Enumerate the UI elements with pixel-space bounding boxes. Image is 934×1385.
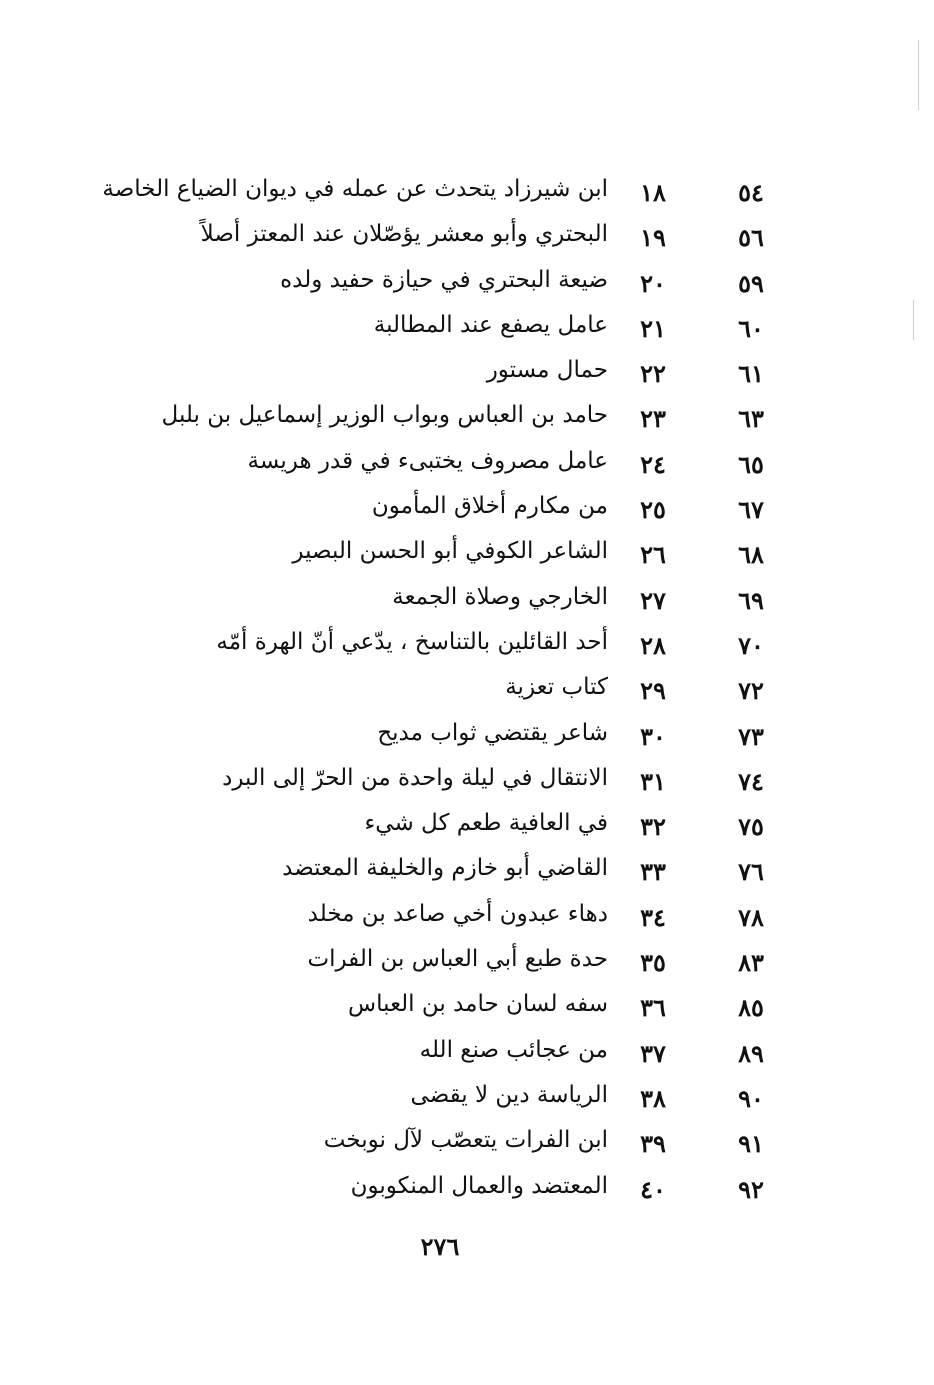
toc-item-title: الرياسة دين لا يقضى: [410, 1081, 608, 1108]
scan-speck: [913, 300, 914, 340]
toc-item-title: من عجائب صنع الله: [419, 1036, 608, 1063]
toc-item-number: ٣٢: [640, 812, 666, 842]
toc-item-number: ٣٥: [640, 948, 666, 978]
toc-page-number: ٨٥: [738, 993, 764, 1023]
toc-row: [0, 668, 934, 713]
toc-row: [0, 1121, 934, 1166]
toc-item-title: ابن شيرزاد يتحدث عن عمله في ديوان الضياع الخاصة: [102, 176, 608, 202]
toc-row: [0, 215, 934, 260]
toc-item-title: الشاعر الكوفي أبو الحسن البصير: [292, 538, 608, 565]
toc-item-number: ٣١: [640, 766, 666, 796]
toc-page-number: ٦٥: [738, 449, 764, 479]
toc-item-title: حدة طبع أبي العباس بن الفرات: [307, 946, 608, 973]
page-number: ٢٧٦: [420, 1232, 460, 1261]
toc-page-number: ٦٠: [738, 313, 764, 343]
toc-row: [0, 532, 934, 577]
toc-item-number: ٢٨: [640, 630, 666, 660]
toc-item-title: من مكارم أخلاق المأمون: [371, 493, 608, 520]
toc-item-number: ٣٨: [640, 1083, 666, 1113]
table-of-contents: [0, 170, 934, 1212]
toc-page-number: ٧٠: [738, 630, 764, 660]
toc-item-number: ٣٤: [640, 902, 666, 932]
toc-row: [0, 351, 934, 396]
toc-page-number: ٥٩: [738, 268, 764, 298]
toc-item-title: البحتري وأبو معشر يؤصّلان عند المعتز أصلاً: [200, 221, 608, 248]
toc-row: [0, 804, 934, 849]
toc-page-number: ٧٤: [738, 766, 764, 796]
toc-row: [0, 396, 934, 441]
toc-row: [0, 940, 934, 985]
toc-page-number: ٦١: [738, 359, 764, 389]
toc-page-number: ٨٩: [738, 1038, 764, 1068]
toc-item-title: في العافية طعم كل شيء: [364, 810, 608, 837]
toc-item-number: ٤٠: [640, 1174, 666, 1204]
toc-row: [0, 1031, 934, 1076]
toc-item-number: ٢٧: [640, 585, 666, 615]
toc-item-title: شاعر يقتضي ثواب مديح: [377, 719, 608, 746]
toc-item-number: ١٨: [640, 178, 666, 207]
toc-page-number: ٩١: [738, 1129, 764, 1159]
toc-item-number: ٢٦: [640, 540, 666, 570]
toc-item-number: ٢٤: [640, 449, 666, 479]
toc-page-number: ٦٧: [738, 495, 764, 525]
toc-item-number: ٣٧: [640, 1038, 666, 1068]
toc-row: [0, 170, 934, 215]
toc-item-title: القاضي أبو خازم والخليفة المعتضد: [282, 855, 608, 882]
toc-item-title: كتاب تعزية: [505, 674, 608, 701]
toc-item-title: عامل يصفع عند المطالبة: [373, 311, 608, 338]
toc-page-number: ٦٨: [738, 540, 764, 570]
toc-item-number: ٣٩: [640, 1129, 666, 1159]
toc-row: [0, 759, 934, 804]
toc-page-number: ٩٠: [738, 1083, 764, 1113]
toc-row: [0, 1076, 934, 1121]
toc-row: [0, 578, 934, 623]
toc-page-number: ٩٢: [738, 1174, 764, 1204]
toc-page-number: ٥٦: [738, 223, 764, 253]
toc-row: [0, 1167, 934, 1212]
toc-item-number: ٢٣: [640, 404, 666, 434]
toc-row: [0, 985, 934, 1030]
toc-page-number: ٧٨: [738, 902, 764, 932]
toc-item-title: ابن الفرات يتعصّب لآل نوبخت: [323, 1127, 608, 1154]
toc-page-number: ٦٩: [738, 585, 764, 615]
toc-item-title: المعتضد والعمال المنكوبون: [350, 1172, 608, 1199]
toc-row: [0, 895, 934, 940]
toc-row: [0, 487, 934, 532]
toc-item-number: ٣٠: [640, 721, 666, 751]
toc-page-number: ٨٣: [738, 948, 764, 978]
toc-row: [0, 623, 934, 668]
toc-item-title: دهاء عبدون أخي صاعد بن مخلد: [307, 900, 608, 927]
toc-item-title: حامد بن العباس وبواب الوزير إسماعيل بن بلبل: [161, 402, 608, 429]
toc-item-number: ٢١: [640, 313, 666, 343]
toc-page-number: ٦٣: [738, 404, 764, 434]
toc-item-number: ٢٥: [640, 495, 666, 525]
toc-row: [0, 714, 934, 759]
toc-item-number: ٢٠: [640, 268, 666, 298]
toc-page-number: ٧٣: [738, 721, 764, 751]
toc-page-number: ٧٢: [738, 676, 764, 706]
toc-item-title: أحد القائلين بالتناسخ ، يدّعي أنّ الهرة أمّه: [216, 628, 608, 655]
scan-speck: [918, 40, 919, 110]
toc-item-title: ضيعة البحتري في حيازة حفيد ولده: [280, 266, 608, 293]
toc-item-number: ٢٢: [640, 359, 666, 389]
toc-item-title: الخارجي وصلاة الجمعة: [392, 583, 608, 610]
toc-row: [0, 442, 934, 487]
toc-page-number: ٧٦: [738, 857, 764, 887]
toc-item-number: ٣٣: [640, 857, 666, 887]
toc-item-title: الانتقال في ليلة واحدة من الحرّ إلى البرد: [222, 764, 608, 791]
toc-item-number: ٣٦: [640, 993, 666, 1023]
toc-row: [0, 849, 934, 894]
toc-page-number: ٥٤: [738, 178, 764, 207]
toc-item-title: حمال مستور: [486, 357, 608, 384]
toc-row: [0, 261, 934, 306]
toc-item-title: عامل مصروف يختبىء في قدر هريسة: [247, 447, 608, 474]
toc-page-number: ٧٥: [738, 812, 764, 842]
toc-item-title: سفه لسان حامد بن العباس: [348, 991, 608, 1018]
toc-item-number: ١٩: [640, 223, 666, 253]
toc-item-number: ٢٩: [640, 676, 666, 706]
toc-row: [0, 306, 934, 351]
